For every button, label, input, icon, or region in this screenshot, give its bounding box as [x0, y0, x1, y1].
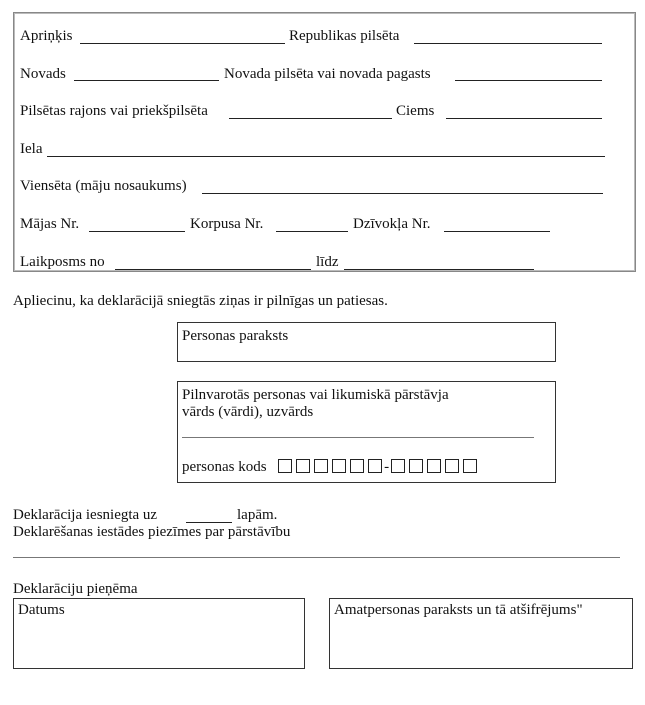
personal-code-digit-6[interactable] [368, 459, 382, 473]
personal-code-digit-11[interactable] [463, 459, 477, 473]
village-label: Ciems [396, 103, 435, 119]
personal-code-digit-7[interactable] [391, 459, 405, 473]
apartment-no-field[interactable] [444, 231, 550, 232]
personal-code-digit-4[interactable] [332, 459, 346, 473]
personal-code-label: personas kods [182, 459, 267, 475]
republic-city-field[interactable] [414, 43, 602, 44]
notes-label: Deklarēšanas iestādes piezīmes par pārstāvību [13, 524, 291, 540]
date-box[interactable] [13, 598, 305, 669]
period-to-label: līdz [316, 254, 339, 270]
personal-code-digit-9[interactable] [427, 459, 441, 473]
submitted-suffix: lapām. [237, 507, 278, 523]
personal-code-digit-2[interactable] [296, 459, 310, 473]
building-no-field[interactable] [276, 231, 348, 232]
homestead-field[interactable] [202, 193, 603, 194]
address-section-frame [13, 12, 636, 272]
signature-box[interactable] [177, 322, 556, 362]
personal-code-digit-1[interactable] [278, 459, 292, 473]
submitted-prefix: Deklarācija iesniegta uz [13, 507, 158, 523]
county-label: Apriņķis [20, 28, 73, 44]
signature-label: Personas paraksts [182, 328, 289, 344]
city-area-label: Pilsētas rajons vai priekšpilsēta [20, 103, 208, 119]
county-field[interactable] [80, 43, 285, 44]
district-label: Novads [20, 66, 66, 82]
city-area-field[interactable] [229, 118, 392, 119]
representative-label-line1: Pilnvarotās personas vai likumiskā pārstāvja [182, 387, 449, 403]
personal-code-digit-5[interactable] [350, 459, 364, 473]
representative-box [177, 381, 556, 483]
district-town-label: Novada pilsēta vai novada pagasts [224, 66, 431, 82]
personal-code-digit-8[interactable] [409, 459, 423, 473]
district-field[interactable] [74, 80, 219, 81]
certification-statement: Apliecinu, ka deklarācijā sniegtās ziņas ir pilnīgas un patiesas. [13, 293, 388, 309]
personal-code-separator: - [384, 459, 390, 475]
representative-name-field[interactable] [182, 437, 534, 438]
house-no-label: Mājas Nr. [20, 216, 80, 232]
official-signature-label: Amatpersonas paraksts un tā atšifrējums" [334, 602, 583, 618]
official-signature-box[interactable] [329, 598, 633, 669]
homestead-label: Viensēta (māju nosaukums) [20, 178, 187, 194]
house-no-field[interactable] [89, 231, 185, 232]
village-field[interactable] [446, 118, 602, 119]
personal-code-digit-3[interactable] [314, 459, 328, 473]
personal-code-digit-10[interactable] [445, 459, 459, 473]
date-label: Datums [18, 602, 65, 618]
republic-city-label: Republikas pilsēta [289, 28, 400, 44]
district-town-field[interactable] [455, 80, 602, 81]
acceptance-title: Deklarāciju pieņēma [13, 581, 138, 597]
street-label: Iela [20, 141, 43, 157]
representative-label-line2: vārds (vārdi), uzvārds [182, 404, 314, 420]
period-from-label: Laikposms no [20, 254, 105, 270]
building-no-label: Korpusa Nr. [190, 216, 264, 232]
apartment-no-label: Dzīvokļa Nr. [353, 216, 431, 232]
period-from-field[interactable] [115, 269, 311, 270]
notes-field[interactable] [13, 557, 620, 558]
street-field[interactable] [47, 156, 605, 157]
personal-code-row [182, 458, 481, 476]
period-to-field[interactable] [344, 269, 534, 270]
